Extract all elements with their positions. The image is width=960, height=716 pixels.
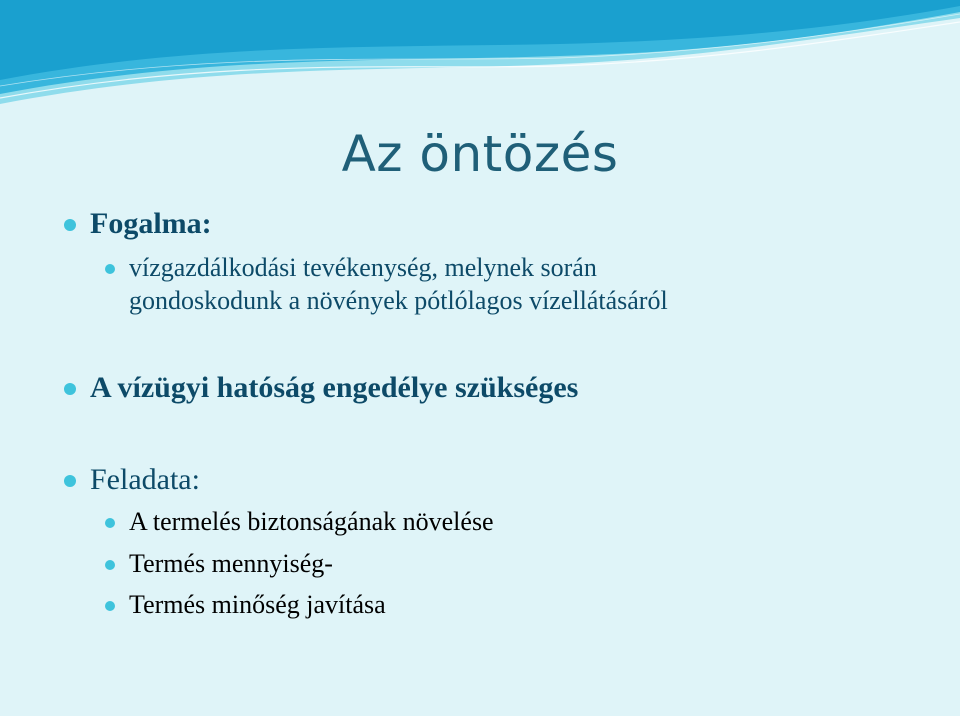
bullet-dot-icon (105, 518, 115, 528)
bullet-dot-icon (105, 560, 115, 570)
sub-bullet-text: Termés minőség javítása (129, 590, 386, 619)
bullet-dot-icon (64, 383, 76, 395)
sub-bullet-definition-continued (129, 286, 668, 316)
bullet-feladata (90, 462, 200, 498)
sub-bullet-text: vízgazdálkodási tevékenység, melynek során (129, 253, 597, 282)
sub-bullet-text: A termelés biztonságának növelése (129, 507, 494, 536)
sub-bullet-definition (129, 253, 597, 283)
slide-title: Az öntözés (341, 125, 619, 183)
sub-bullet-task-2 (129, 549, 333, 579)
bullet-dot-icon (64, 475, 76, 487)
sub-bullet-text: gondoskodunk a növények pótlólagos vízellátásáról (129, 286, 668, 315)
bullet-label: Fogalma: (90, 207, 212, 240)
bullet-dot-icon (105, 601, 115, 611)
bullet-fogalma (90, 206, 212, 242)
bullet-label: A vízügyi hatóság engedélye szükséges (90, 371, 579, 404)
sub-bullet-task-3 (129, 590, 386, 620)
bullet-label: Feladata: (90, 463, 200, 496)
bullet-dot-icon (105, 264, 115, 274)
bullet-dot-icon (64, 219, 76, 231)
sub-bullet-text: Termés mennyiség- (129, 549, 333, 578)
sub-bullet-task-1 (129, 507, 494, 537)
bullet-authority-permit (90, 370, 578, 406)
